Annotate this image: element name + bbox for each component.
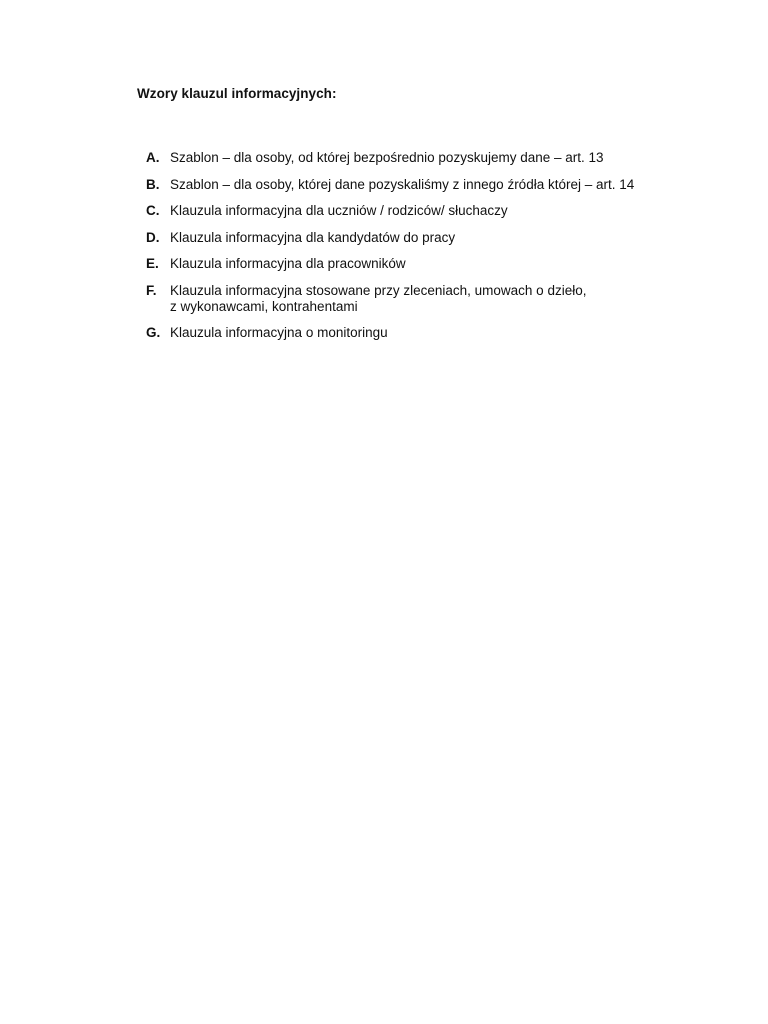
list-item-letter: A. — [146, 150, 160, 165]
list-item-letter: C. — [146, 203, 160, 218]
list-item — [146, 256, 706, 272]
list-item — [146, 150, 706, 166]
list-item-letter: D. — [146, 229, 160, 245]
list-item-letter: E. — [146, 256, 159, 271]
list-item-text: Klauzula informacyjna dla pracowników — [170, 256, 406, 271]
list-item-text: Szablon – dla osoby, której dane pozyskaliśmy z innego źródła której – art. 14 — [170, 176, 635, 192]
list-item-letter: G. — [146, 325, 161, 340]
list-item-text: Klauzula informacyjna o monitoringu — [170, 325, 388, 340]
list-item-text: Klauzula informacyjna stosowane przy zleceniach, umowach o dzieło, z wykonawcami, kontrahentami — [170, 282, 587, 314]
list-item — [146, 203, 706, 219]
list-item-text: Klauzula informacyjna dla kandydatów do pracy — [170, 229, 456, 245]
clause-template-list — [146, 150, 706, 352]
list-item-text: Klauzula informacyjna dla uczniów / rodziców/ słuchaczy — [170, 203, 508, 218]
list-item — [146, 325, 706, 341]
list-item — [146, 230, 706, 246]
document-title: Wzory klauzul informacyjnych: — [137, 86, 337, 101]
list-item-letter: F. — [146, 282, 157, 298]
list-item-text: Szablon – dla osoby, od której bezpośrednio pozyskujemy dane – art. 13 — [170, 150, 604, 165]
list-item — [146, 177, 706, 193]
list-item-letter: B. — [146, 176, 160, 192]
list-item — [146, 283, 706, 315]
